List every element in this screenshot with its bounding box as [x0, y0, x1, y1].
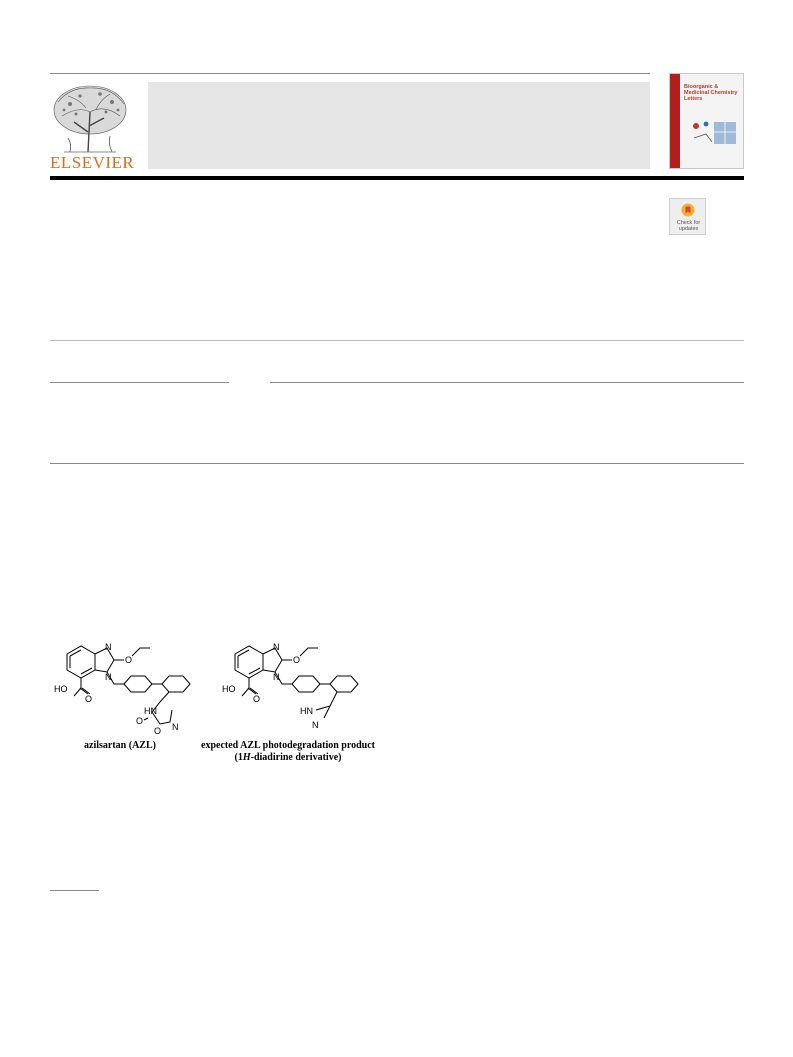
svg-text:O: O: [154, 726, 162, 736]
header-thick-rule: [50, 176, 744, 180]
bookmark-icon: [681, 203, 695, 217]
svg-text:HO: HO: [222, 684, 236, 694]
figure-caption-azilsartan: azilsartan (AZL): [84, 740, 156, 751]
svg-text:N: N: [105, 672, 112, 682]
photodegradation-product-structure: [220, 640, 360, 740]
svg-text:HN: HN: [300, 706, 313, 716]
svg-text:N: N: [273, 672, 280, 682]
svg-text:N: N: [312, 720, 319, 730]
section-rule-1: [50, 340, 744, 341]
cover-band: [670, 74, 680, 169]
abstract-rule: [270, 382, 744, 383]
journal-banner: [148, 82, 650, 169]
journal-cover[interactable]: [669, 73, 744, 169]
caption-line-2: (1H-diadirine derivative): [234, 752, 342, 763]
article-info-rule: [50, 382, 229, 383]
svg-text:O: O: [253, 694, 261, 704]
caption-line-1: expected AZL photodegradation product: [201, 740, 375, 751]
svg-text:HO: HO: [54, 684, 68, 694]
svg-text:N: N: [172, 722, 179, 732]
svg-text:N: N: [273, 642, 280, 652]
check-for-updates-badge[interactable]: [669, 198, 706, 235]
svg-text:N: N: [105, 642, 112, 652]
top-rule: [50, 73, 650, 74]
svg-text:O: O: [125, 655, 133, 665]
svg-text:O: O: [85, 694, 93, 704]
publisher-wordmark: ELSEVIER: [50, 153, 135, 172]
figure-caption-photoproduct: [188, 740, 388, 764]
azilsartan-structure: [52, 640, 192, 740]
cover-title: Bioorganic & Medicinal Chemistry Letters: [684, 84, 738, 102]
svg-text:HN: HN: [144, 706, 157, 716]
footnote-rule: [50, 890, 99, 891]
check-updates-text: Check for updates: [676, 220, 701, 232]
section-rule-2: [50, 463, 744, 464]
svg-text:O: O: [136, 716, 144, 726]
svg-text:O: O: [293, 655, 301, 665]
cover-artwork: [688, 116, 740, 152]
